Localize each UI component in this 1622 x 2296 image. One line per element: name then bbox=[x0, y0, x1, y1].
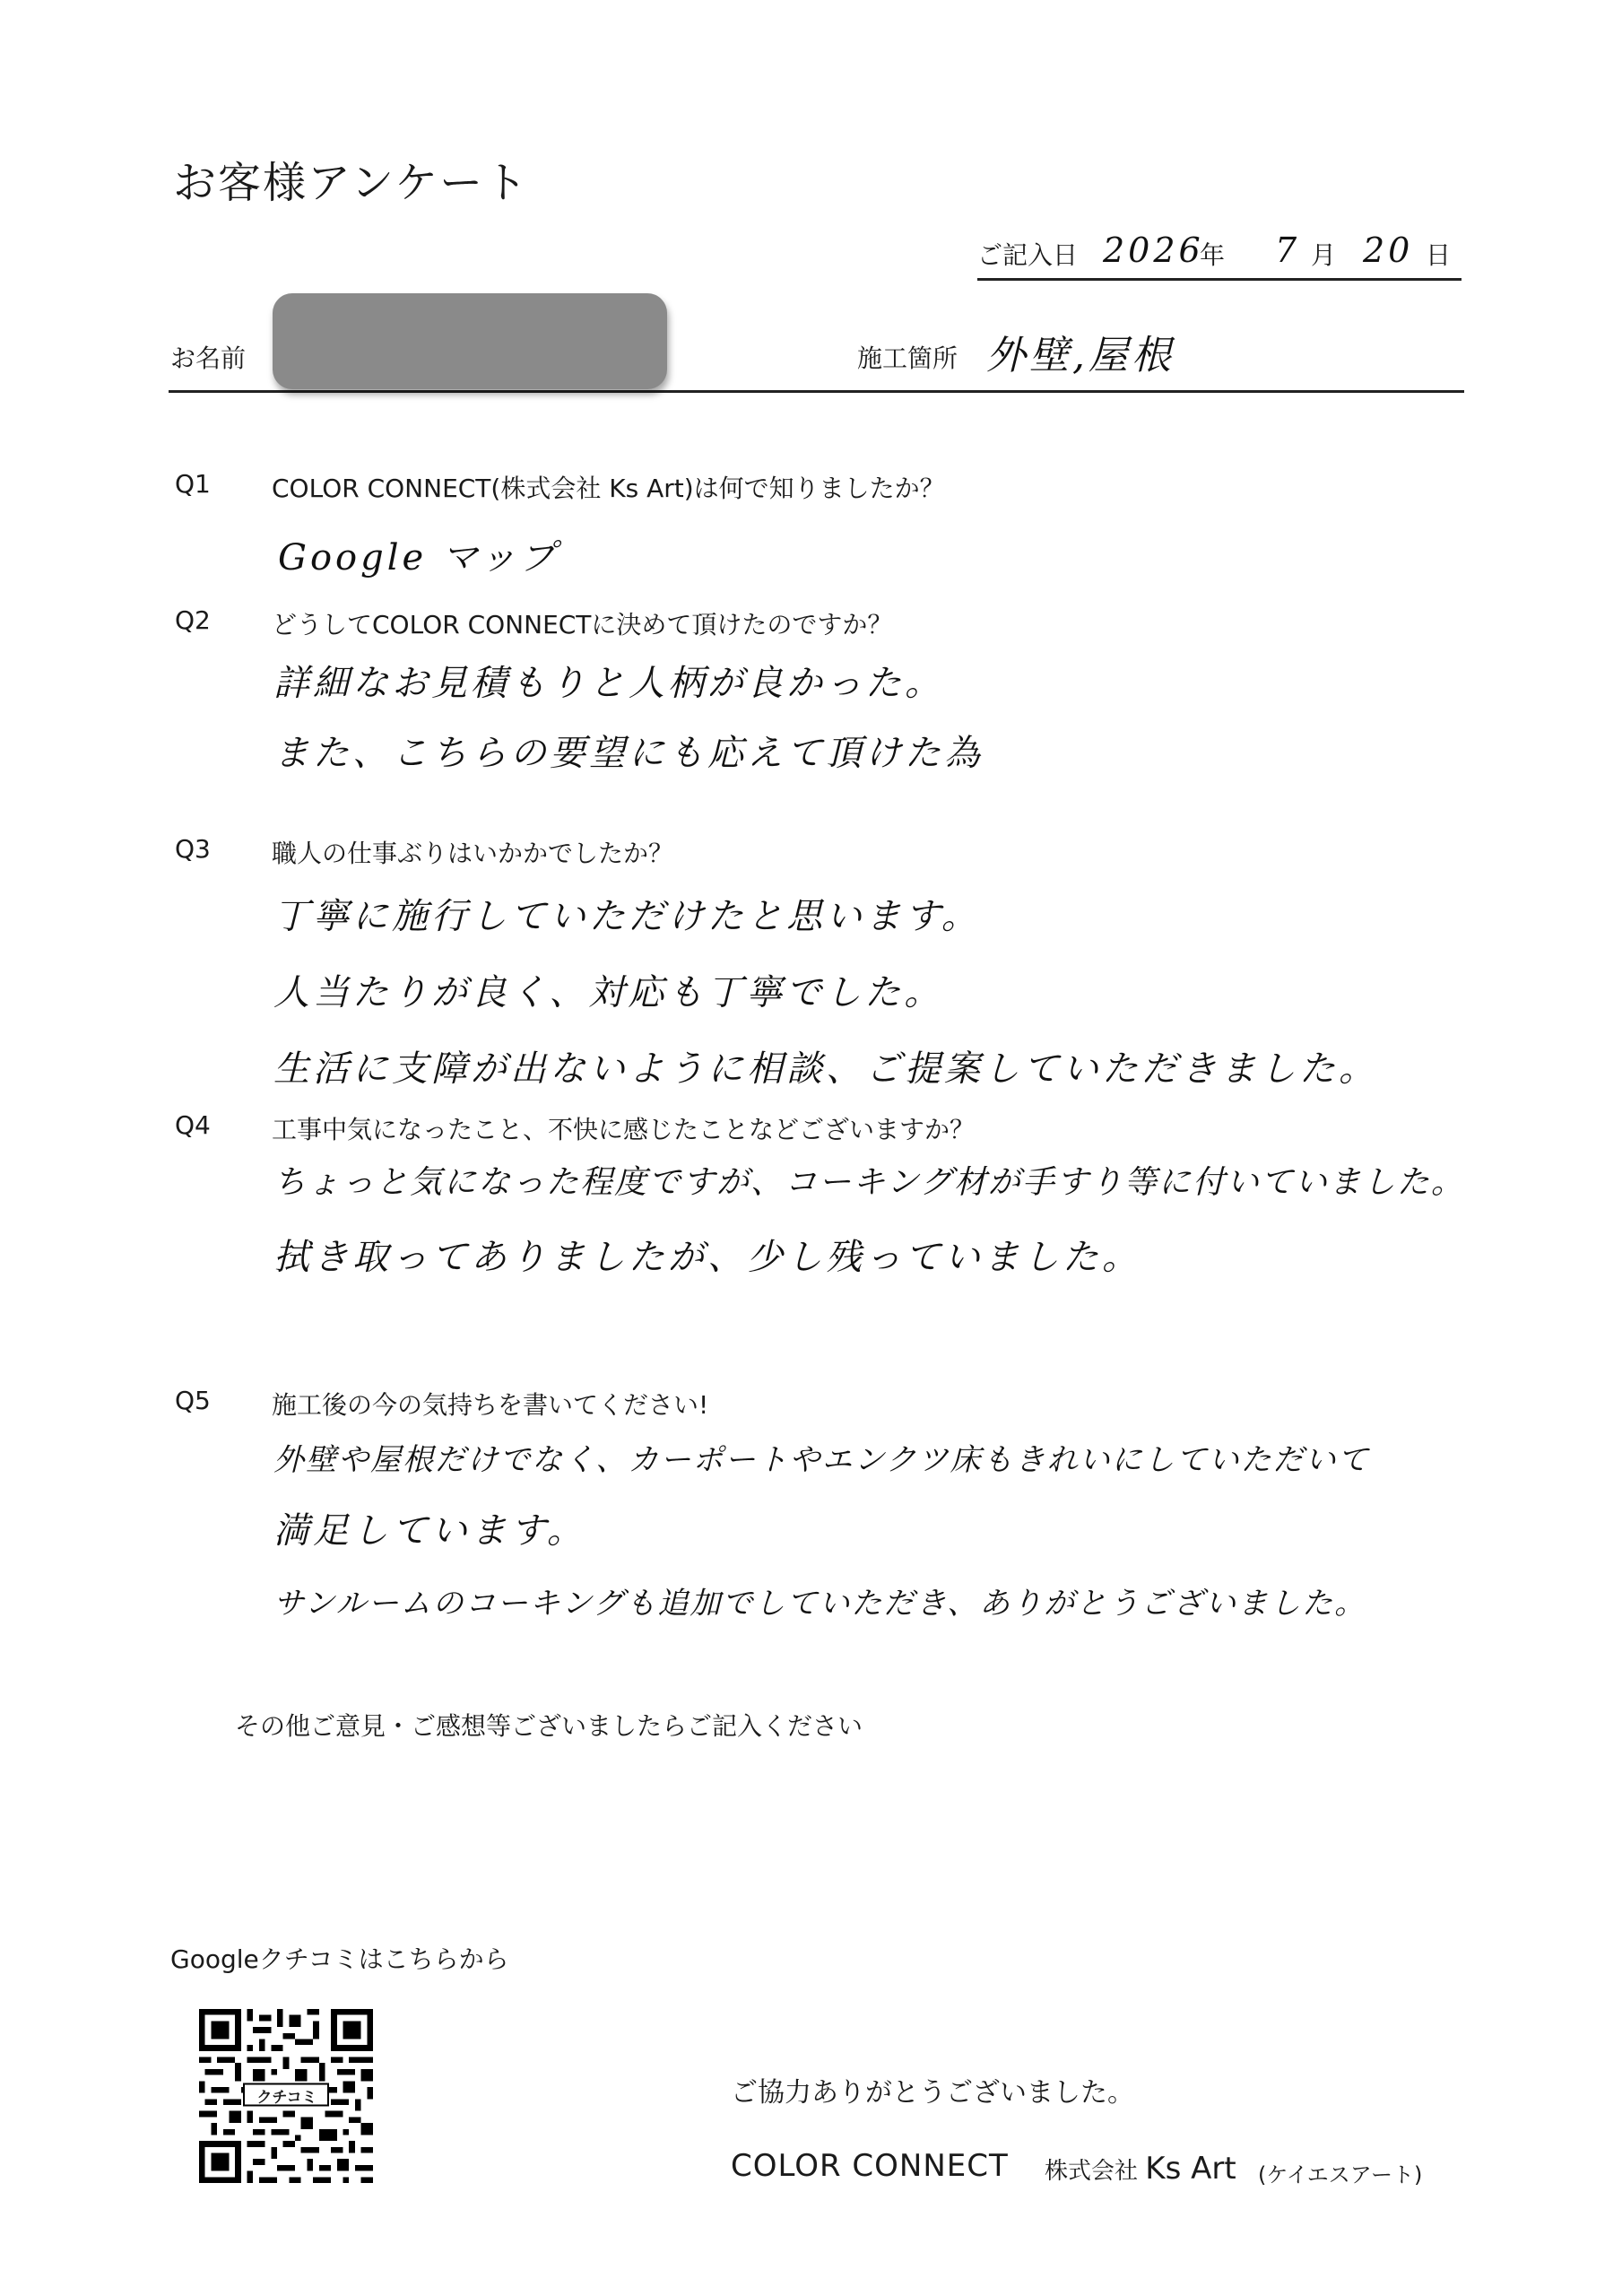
name-label: お名前 bbox=[170, 344, 247, 373]
date-month-unit: 月 bbox=[1311, 240, 1337, 270]
q3-answer-line: 丁寧に施行していただけたと思います。 bbox=[273, 896, 981, 937]
place-value: 外壁,屋根 bbox=[986, 333, 1175, 378]
date-month: 7 bbox=[1275, 230, 1301, 270]
q5-answer-line: 満足しています。 bbox=[273, 1510, 586, 1552]
qr-code[interactable] bbox=[199, 2009, 373, 2183]
footer-thanks: ご協力ありがとうございました。 bbox=[731, 2077, 1134, 2109]
date-year: 2026 bbox=[1103, 230, 1204, 270]
place-label: 施工箇所 bbox=[857, 344, 958, 373]
q3-answer-line: 生活に支障が出ないように相談、ご提案していただきました。 bbox=[273, 1048, 1378, 1090]
date-year-unit: 年 bbox=[1200, 240, 1226, 270]
q2-number: Q2 bbox=[175, 605, 211, 635]
footer-corp bbox=[1045, 2151, 1236, 2187]
footer-corp-prefix: 株式会社 bbox=[1045, 2158, 1139, 2185]
q2-answer-line: また、こちらの要望にも応えて頂けた為 bbox=[273, 733, 984, 774]
q4-answer-line: 拭き取ってありましたが、少し残っていました。 bbox=[273, 1237, 1141, 1278]
q3-number: Q3 bbox=[175, 834, 211, 864]
footer-corp-kana: (ケイエスアート) bbox=[1258, 2162, 1423, 2187]
q2-answer-line: 詳細なお見積もりと人柄が良かった。 bbox=[273, 663, 944, 704]
q1-number: Q1 bbox=[175, 469, 211, 499]
date-day: 20 bbox=[1363, 230, 1414, 270]
q1-answer-line: Google マップ bbox=[278, 537, 559, 578]
date-label: ご記入日 bbox=[977, 240, 1079, 270]
footer-corp-name: Ks Art bbox=[1145, 2151, 1236, 2187]
q5-answer-line: 外壁や屋根だけでなく、カーポートやエンクツ床もきれいにしていただいて bbox=[273, 1442, 1370, 1478]
date-day-unit: 日 bbox=[1426, 240, 1452, 270]
name-place-row bbox=[169, 323, 1464, 393]
q3-answer-line: 人当たりが良く、対応も丁寧でした。 bbox=[273, 972, 944, 1013]
q5-text: 施工後の今の気持ちを書いてください! bbox=[272, 1390, 709, 1420]
footer-brand: COLOR CONNECT bbox=[731, 2148, 1009, 2184]
google-review-label: Googleクチコミはこちらから bbox=[170, 1944, 509, 1974]
q4-number: Q4 bbox=[175, 1110, 211, 1140]
date-field bbox=[977, 229, 1462, 281]
q2-text: どうしてCOLOR CONNECTに決めて頂けたのですか？ bbox=[272, 610, 893, 639]
q3-text: 職人の仕事ぶりはいかかでしたか？ bbox=[272, 839, 674, 868]
q4-text: 工事中気になったこと、不快に感じたことなどございますか？ bbox=[272, 1115, 976, 1144]
q4-answer-line: ちょっと気になった程度ですが、コーキング材が手すり等に付いていました。 bbox=[273, 1164, 1465, 1201]
other-comments-prompt: その他ご意見・ご感想等ございましたらご記入ください bbox=[235, 1711, 863, 1741]
q5-answer-line: サンルームのコーキングも追加でしていただき、ありがとうございました。 bbox=[273, 1586, 1367, 1622]
q1-text: COLOR CONNECT(株式会社 Ks Art)は何で知りましたか？ bbox=[272, 474, 945, 503]
page-title: お客様アンケート bbox=[173, 158, 530, 208]
redacted-name bbox=[273, 293, 667, 389]
qr-label: クチコミ bbox=[256, 2089, 317, 2107]
q5-number: Q5 bbox=[175, 1386, 211, 1415]
